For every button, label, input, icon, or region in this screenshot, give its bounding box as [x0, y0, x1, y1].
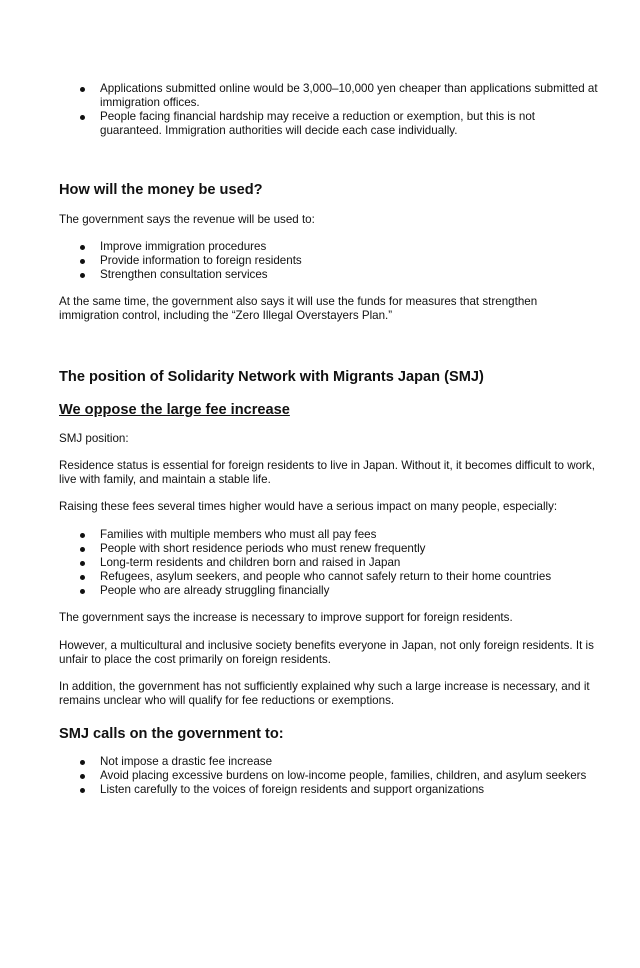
list-item: Avoid placing excessive burdens on low-income people, families, children, and asylum seekers: [59, 769, 599, 783]
position-para-2: Raising these fees several times higher would have a serious impact on many people, especially:: [59, 500, 558, 513]
calls-heading: SMJ calls on the government to:: [59, 726, 284, 742]
money-uses-list: [59, 240, 599, 282]
list-item: Provide information to foreign residents: [59, 254, 599, 268]
fee-details-list: [59, 82, 599, 138]
list-item: Strengthen consultation services: [59, 268, 599, 282]
list-item: Families with multiple members who must all pay fees: [59, 528, 599, 542]
position-subheading: We oppose the large fee increase: [59, 402, 290, 418]
money-note: At the same time, the government also says it will use the funds for measures that strengthen immigration control, including the “Zero Illegal Overstayers Plan.”: [59, 295, 538, 322]
list-item: Long-term residents and children born and raised in Japan: [59, 556, 599, 570]
list-item: Applications submitted online would be 3,000–10,000 yen cheaper than applications submitted at immigration offices.: [59, 82, 599, 110]
list-item: People who are already struggling financially: [59, 584, 599, 598]
money-intro: The government says the revenue will be used to:: [59, 213, 315, 226]
position-para-5: In addition, the government has not sufficiently explained why such a large increase is necessary, and it remains unclear who will qualify for fee reductions or exemptions.: [59, 680, 590, 707]
list-item: Improve immigration procedures: [59, 240, 599, 254]
position-label: SMJ position:: [59, 432, 129, 445]
position-para-1: Residence status is essential for foreign residents to live in Japan. Without it, it becomes difficult to work, live with family, and maintain a stable life.: [59, 459, 595, 486]
list-item: Listen carefully to the voices of foreign residents and support organizations: [59, 783, 599, 797]
list-item: People facing financial hardship may receive a reduction or exemption, but this is not guaranteed. Immigration authorities will decide each case individually.: [59, 110, 599, 138]
affected-groups-list: [59, 528, 599, 598]
position-para-3: The government says the increase is necessary to improve support for foreign residents.: [59, 611, 513, 624]
calls-list: [59, 755, 599, 797]
list-item: Not impose a drastic fee increase: [59, 755, 599, 769]
list-item: People with short residence periods who must renew frequently: [59, 542, 599, 556]
position-heading: The position of Solidarity Network with Migrants Japan (SMJ): [59, 369, 484, 385]
position-para-4: However, a multicultural and inclusive society benefits everyone in Japan, not only foreign residents. It is unfair to place the cost primarily on foreign residents.: [59, 639, 594, 666]
list-item: Refugees, asylum seekers, and people who cannot safely return to their home countries: [59, 570, 599, 584]
money-heading: How will the money be used?: [59, 182, 263, 198]
